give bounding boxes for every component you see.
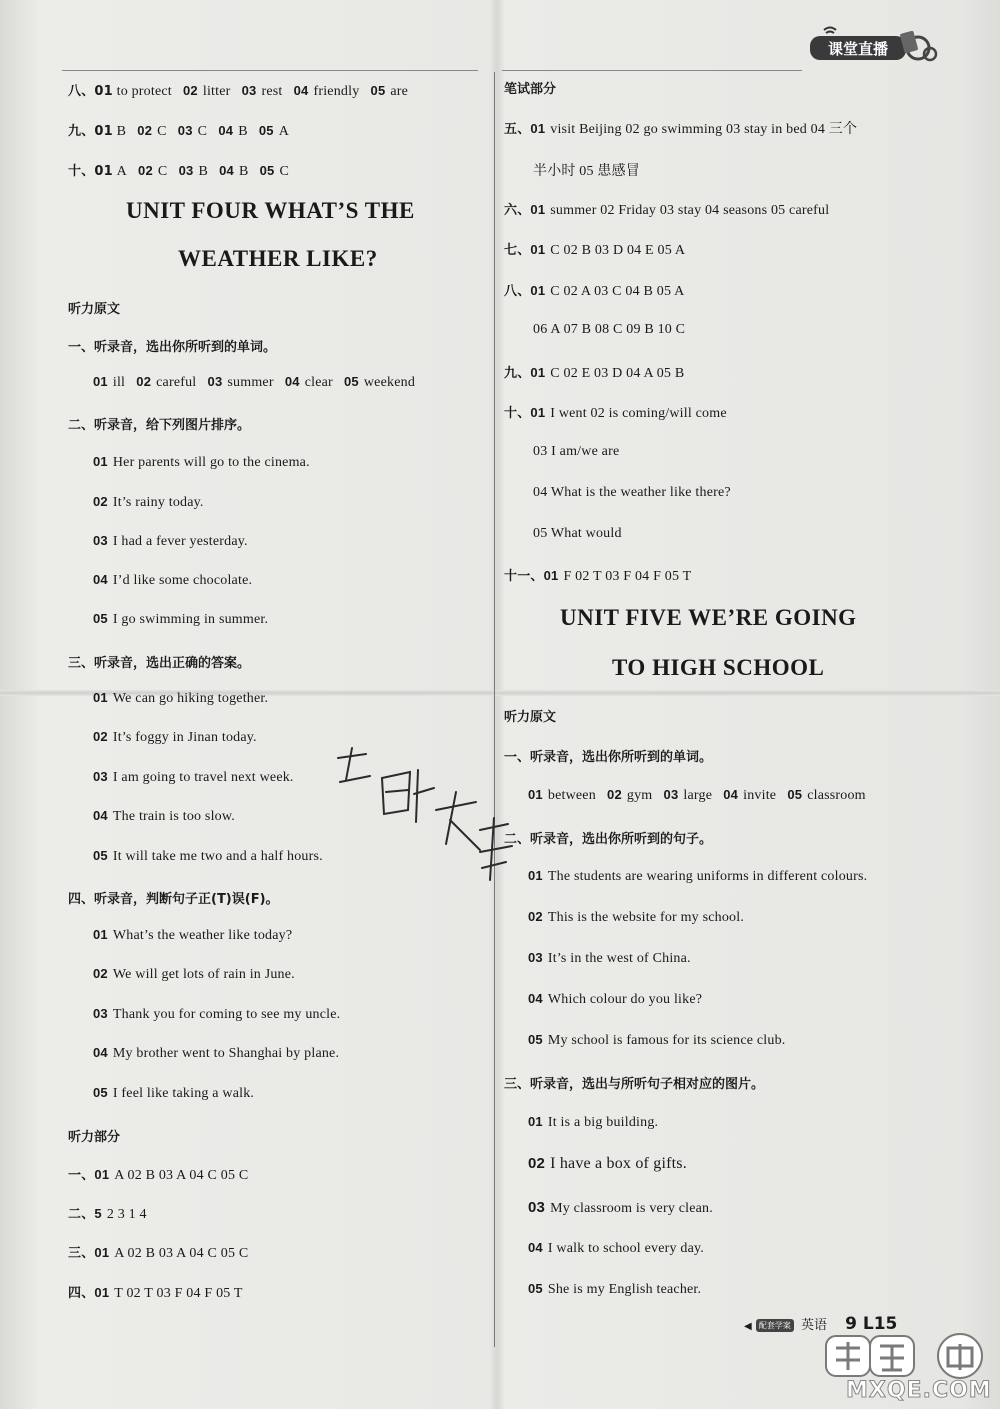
list-item: 03 My classroom is very clean. bbox=[528, 1199, 713, 1216]
list-item: 03 I had a fever yesterday. bbox=[93, 533, 248, 549]
listening-heading-right: 听力原文 bbox=[504, 710, 557, 725]
answer-line: 六、01 summer 02 Friday 03 stay 04 seasons 05 careful bbox=[504, 202, 830, 218]
answer-line: 一、01 A 02 B 03 A 04 C 05 C bbox=[68, 1167, 249, 1183]
listening-heading-left: 听力原文 bbox=[68, 302, 121, 317]
answer-line-jiu: 九、01 B 02 C 03 C 04 B 05 A bbox=[68, 123, 290, 139]
svg-text:互助文档: 互助文档 bbox=[330, 898, 334, 899]
answer-line: 十一、01 F 02 T 03 F 04 F 05 T bbox=[504, 568, 692, 584]
top-rule-right bbox=[502, 70, 802, 71]
section2-heading-left: 二、听录音，给下列图片排序。 bbox=[68, 418, 251, 433]
list-item: 04 My brother went to Shanghai by plane. bbox=[93, 1045, 340, 1061]
list-item: 05 She is my English teacher. bbox=[528, 1281, 702, 1297]
list-item: 01 Her parents will go to the cinema. bbox=[93, 454, 310, 470]
watermark-text: MXQE.COM bbox=[846, 1378, 992, 1403]
answer-line-ba: 八、01 to protect 02 litter 03 rest 04 friendly 05 are bbox=[68, 83, 409, 99]
unit-four-title-line1: UNIT FOUR WHAT’S THE bbox=[126, 198, 415, 223]
unit-five-title-line1: UNIT FIVE WE’RE GOING bbox=[560, 605, 857, 630]
section3-heading-left: 三、听录音，选出正确的答案。 bbox=[68, 656, 251, 671]
list-item: 05 My school is famous for its science club. bbox=[528, 1032, 786, 1048]
section3-heading-right: 三、听录音，选出与所听句子相对应的图片。 bbox=[504, 1077, 765, 1092]
answer-line: 05 What would bbox=[533, 526, 622, 541]
list-item: 04 The train is too slow. bbox=[93, 808, 235, 824]
section4-heading-left: 四、听录音，判断句子正(T)误(F)。 bbox=[68, 892, 279, 907]
list-item: 03 I am going to travel next week. bbox=[93, 769, 294, 785]
handwritten-annotation bbox=[330, 740, 520, 900]
list-item: 01 It is a big building. bbox=[528, 1114, 659, 1130]
answer-line: 06 A 07 B 08 C 09 B 10 C bbox=[533, 322, 686, 337]
list-item: 01 What’s the weather like today? bbox=[93, 927, 293, 943]
list-item: 01 We can go hiking together. bbox=[93, 690, 269, 706]
answer-line: 七、01 C 02 B 03 D 04 E 05 A bbox=[504, 242, 686, 258]
written-heading: 笔试部分 bbox=[504, 82, 557, 97]
list-item: 04 I walk to school every day. bbox=[528, 1240, 704, 1256]
list-item: 02 We will get lots of rain in June. bbox=[93, 966, 295, 982]
list-item: 02 It’s foggy in Jinan today. bbox=[93, 729, 257, 745]
list-item: 05 It will take me two and a half hours. bbox=[93, 848, 323, 864]
answer-line-shi: 十、01 A 02 C 03 B 04 B 05 C bbox=[68, 163, 290, 179]
section2-heading-right: 二、听录音，选出你所听到的句子。 bbox=[504, 832, 713, 847]
logo-text: 课堂直播 bbox=[827, 40, 889, 58]
page-number: 9 L15 bbox=[845, 1314, 898, 1334]
unit-four-title-line2: WEATHER LIKE? bbox=[178, 246, 378, 271]
section1-answers-right: 01 between 02 gym 03 large 04 invite 05 classroom bbox=[528, 787, 866, 803]
list-item: 03 It’s in the west of China. bbox=[528, 950, 691, 966]
top-rule-left bbox=[62, 70, 478, 71]
answer-line: 半小时 05 患感冒 bbox=[533, 164, 640, 179]
list-item: 03 Thank you for coming to see my uncle. bbox=[93, 1006, 341, 1022]
section1-heading-right: 一、听录音，选出你所听到的单词。 bbox=[504, 750, 713, 765]
answer-line: 四、01 T 02 T 03 F 04 F 05 T bbox=[68, 1285, 243, 1301]
footer-subject: 英语 bbox=[800, 1318, 827, 1333]
answer-line: 五、01 visit Beijing 02 go swimming 03 stay in bed 04 三个 bbox=[504, 121, 858, 137]
list-item: 05 I go swimming in summer. bbox=[93, 611, 269, 627]
list-item: 04 I’d like some chocolate. bbox=[93, 572, 253, 588]
answer-line: 九、01 C 02 E 03 D 04 A 05 B bbox=[504, 365, 685, 381]
lesson-live-logo bbox=[806, 24, 938, 64]
answer-line: 03 I am/we are bbox=[533, 444, 620, 459]
answer-line: 十、01 I went 02 is coming/will come bbox=[504, 405, 727, 421]
answer-line: 八、01 C 02 A 03 C 04 B 05 A bbox=[504, 283, 685, 299]
answer-line: 04 What is the weather like there? bbox=[533, 485, 731, 500]
list-item: 05 I feel like taking a walk. bbox=[93, 1085, 255, 1101]
footer-tag: 配套学案 bbox=[756, 1319, 794, 1332]
list-item: 02 It’s rainy today. bbox=[93, 494, 204, 510]
list-item: 01 The students are wearing uniforms in different colours. bbox=[528, 868, 868, 884]
list-item: 02 I have a box of gifts. bbox=[528, 1155, 687, 1172]
page-footer: ◀ 配套学案 英语 9 L15 bbox=[744, 1314, 898, 1334]
section1-heading-left: 一、听录音，选出你所听到的单词。 bbox=[68, 340, 277, 355]
list-item: 02 This is the website for my school. bbox=[528, 909, 745, 925]
unit-five-title-line2: TO HIGH SCHOOL bbox=[612, 655, 825, 680]
section1-answers-left: 01 ill 02 careful 03 summer 04 clear 05 weekend bbox=[93, 374, 416, 390]
column-divider bbox=[494, 72, 495, 1347]
list-item: 04 Which colour do you like? bbox=[528, 991, 703, 1007]
answer-line: 二、5 2 3 1 4 bbox=[68, 1206, 147, 1222]
answer-line: 三、01 A 02 B 03 A 04 C 05 C bbox=[68, 1245, 249, 1261]
answers-heading-left: 听力部分 bbox=[68, 1130, 121, 1145]
